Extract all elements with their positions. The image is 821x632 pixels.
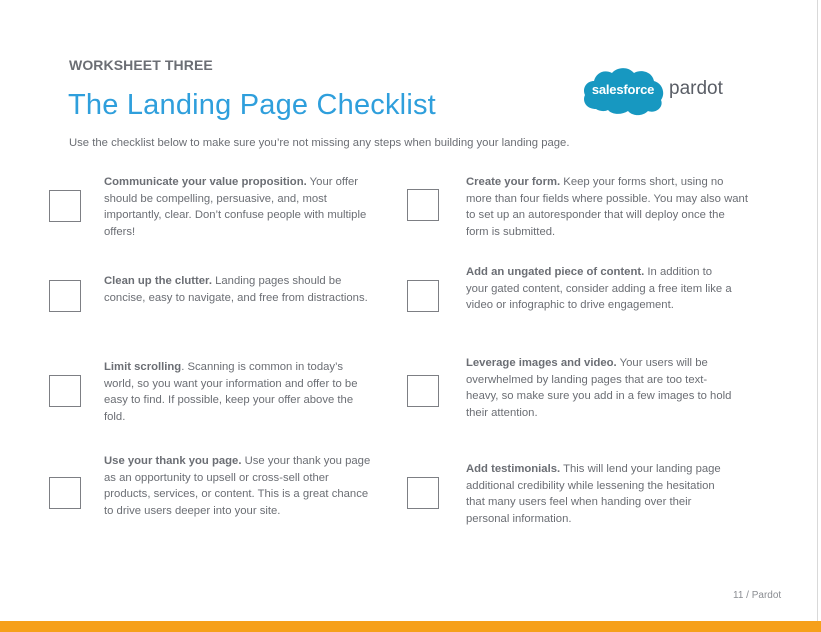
- checklist-item-clutter: [104, 273, 374, 306]
- checkbox-value-proposition[interactable]: [49, 190, 81, 222]
- page-title: The Landing Page Checklist: [68, 89, 436, 121]
- checklist-item-testimonials: [466, 461, 736, 527]
- item-heading: Clean up the clutter.: [104, 275, 212, 287]
- salesforce-wordmark: salesforce: [591, 82, 655, 97]
- item-heading: Use your thank you page.: [104, 455, 242, 467]
- intro-text: Use the checklist below to make sure you’re not missing any steps when building your landing page.: [69, 137, 570, 149]
- page-number: 11 / Pardot: [733, 590, 782, 601]
- item-body: In addition to your gated content, consider adding a free item like a video or infographic to drive engagement.: [466, 266, 732, 312]
- checklist-item-ungated-content: [466, 264, 736, 314]
- item-heading: Communicate your value proposition.: [104, 176, 307, 188]
- checkbox-ungated-content[interactable]: [407, 280, 439, 312]
- item-heading: Add testimonials.: [466, 463, 561, 475]
- checkbox-thank-you-page[interactable]: [49, 477, 81, 509]
- item-heading: Create your form.: [466, 176, 561, 188]
- salesforce-pardot-logo: [582, 65, 742, 117]
- item-heading: Add an ungated piece of content.: [466, 266, 645, 278]
- checkbox-images-video[interactable]: [407, 375, 439, 407]
- item-body: Landing pages should be concise, easy to navigate, and free from distractions.: [104, 275, 368, 304]
- item-body: . Scanning is common in today’s world, so you want your information and offer to be easy to find. If possible, keep your offer above the fold.: [104, 361, 358, 423]
- checkbox-form[interactable]: [407, 189, 439, 221]
- checklist-item-form: [466, 174, 749, 240]
- checklist-item-images-video: [466, 355, 736, 421]
- item-heading: Limit scrolling: [104, 361, 182, 373]
- pardot-wordmark: pardot: [669, 78, 723, 99]
- worksheet-label: WORKSHEET THREE: [69, 57, 213, 73]
- checklist-item-value-proposition: [104, 174, 374, 240]
- item-body: Your offer should be compelling, persuasive, and, most importantly, clear. Don’t confuse people with multiple offers!: [104, 176, 367, 238]
- footer-accent-bar: [0, 621, 821, 632]
- checklist-item-thank-you-page: [104, 453, 374, 519]
- item-heading: Leverage images and video.: [466, 357, 617, 369]
- checkbox-clutter[interactable]: [49, 280, 81, 312]
- item-body: Your users will be overwhelmed by landing pages that are too text-heavy, so make sure you add in a few images to hold their attention.: [466, 357, 732, 419]
- item-body: Keep your forms short, using no more than four fields where possible. You may also want to set up an autoresponder that will deploy once the form is submitted.: [466, 176, 748, 238]
- checkbox-scrolling[interactable]: [49, 375, 81, 407]
- item-body: This will lend your landing page additional credibility while lessening the hesitation that many users feel when handing over their personal information.: [466, 463, 721, 525]
- item-body: Use your thank you page as an opportunity to upsell or cross-sell other products, services, or content. This is a great chance to drive users deeper into your site.: [104, 455, 371, 517]
- checkbox-testimonials[interactable]: [407, 477, 439, 509]
- checklist-item-scrolling: [104, 359, 374, 425]
